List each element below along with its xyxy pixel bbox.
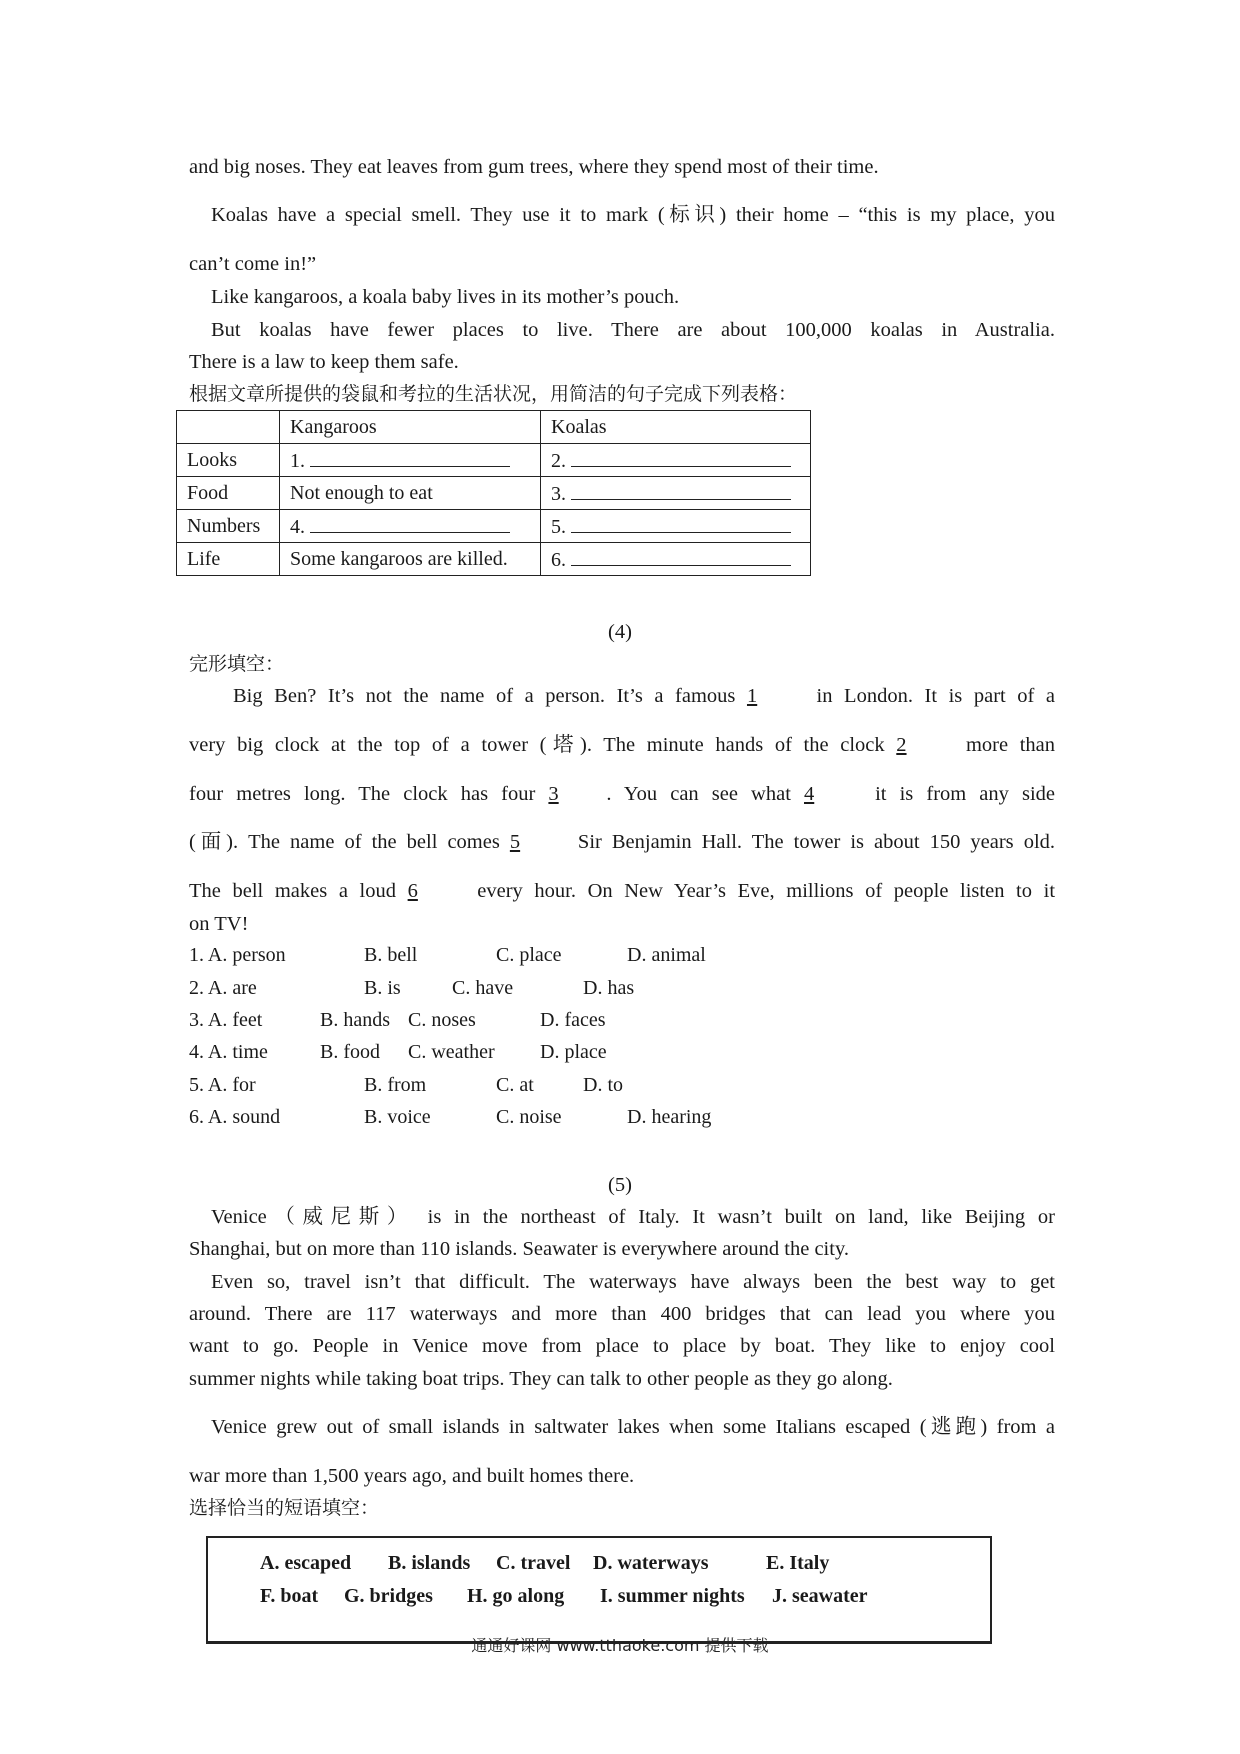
cloze-line: Big Ben? It’s not the name of a person. It’s a famous 1 in London. It is part of a (233, 685, 1056, 707)
cell-number: 6. (551, 548, 566, 571)
cloze-line: very big clock at the top of a tower (塔). The minute hands of the clock 2 more than (189, 734, 1056, 756)
table-row (177, 477, 811, 510)
phrase-option: B. islands (388, 1552, 471, 1574)
section-number: (4) (608, 621, 632, 643)
option-item[interactable]: 4. A. time (189, 1041, 268, 1063)
table-cell: Not enough to eat (280, 477, 541, 510)
answer-blank[interactable] (571, 448, 791, 467)
passage-line: and big noses. They eat leaves from gum trees, where they spend most of their time. (189, 156, 879, 178)
option-item[interactable]: C. noses (408, 1009, 476, 1031)
cloze-blank[interactable]: 2 (896, 734, 907, 756)
option-item[interactable]: B. bell (364, 944, 418, 966)
option-item[interactable]: D. animal (627, 944, 706, 966)
answer-blank[interactable] (310, 448, 510, 467)
row-label: Numbers (177, 510, 280, 543)
section-instruction: 选择恰当的短语填空： (189, 1497, 380, 1519)
passage-line: Shanghai, but on more than 110 islands. Seawater is everywhere around the city. (189, 1238, 849, 1260)
option-item[interactable]: 3. A. feet (189, 1009, 263, 1031)
row-label: Life (177, 543, 280, 576)
table-header-cell (177, 411, 280, 444)
phrase-option: G. bridges (344, 1585, 433, 1607)
option-item[interactable]: C. noise (496, 1106, 562, 1128)
answer-cell (541, 510, 811, 543)
option-item[interactable]: B. food (320, 1041, 380, 1063)
passage-line: want to go. People in Venice move from place to place by boat. They like to enjoy cool (189, 1335, 1055, 1357)
answer-blank[interactable] (571, 514, 791, 533)
phrase-option: F. boat (260, 1585, 319, 1607)
option-item[interactable]: C. place (496, 944, 562, 966)
option-item[interactable]: B. from (364, 1074, 427, 1096)
option-item[interactable]: D. faces (540, 1009, 606, 1031)
section-instruction: 完形填空： (189, 653, 285, 675)
cloze-line: on TV! (189, 913, 249, 935)
phrase-option: E. Italy (766, 1552, 830, 1574)
option-item[interactable]: 5. A. for (189, 1074, 256, 1096)
passage-line: But koalas have fewer places to live. There are about 100,000 koalas in Australia. (211, 319, 1055, 341)
option-item[interactable]: D. to (583, 1074, 623, 1096)
passage-line: Koalas have a special smell. They use it to mark (标识) their home – “this is my place, you (211, 204, 1055, 226)
answer-blank[interactable] (571, 481, 791, 500)
option-item[interactable]: C. have (452, 977, 514, 999)
cloze-blank[interactable]: 4 (804, 783, 815, 805)
passage-line: There is a law to keep them safe. (189, 351, 459, 373)
passage-line: Venice grew out of small islands in saltwater lakes when some Italians escaped (逃跑) from a (211, 1416, 1055, 1438)
cloze-blank[interactable]: 1 (746, 685, 758, 707)
passage-line: around. There are 117 waterways and more than 400 bridges that can lead you where you (189, 1303, 1055, 1325)
answer-cell (541, 477, 811, 510)
answer-cell (541, 444, 811, 477)
option-item[interactable]: B. hands (320, 1009, 390, 1031)
option-item[interactable]: D. hearing (627, 1106, 712, 1128)
passage-line: war more than 1,500 years ago, and built homes there. (189, 1465, 635, 1487)
passage-line: summer nights while taking boat trips. They can talk to other people as they go along. (189, 1368, 893, 1390)
phrase-option: A. escaped (260, 1552, 352, 1574)
phrase-option: I. summer nights (600, 1585, 745, 1607)
table-cell: Some kangaroos are killed. (280, 543, 541, 576)
passage-line: can’t come in!” (189, 253, 317, 275)
option-item[interactable]: D. place (540, 1041, 607, 1063)
phrase-option: J. seawater (772, 1585, 868, 1607)
phrase-option: D. waterways (593, 1552, 709, 1574)
comparison-table (176, 410, 811, 576)
row-label: Looks (177, 444, 280, 477)
option-item[interactable]: C. at (496, 1074, 534, 1096)
passage-line: Venice（威尼斯） is in the northeast of Italy. It wasn’t built on land, like Beijing or (211, 1206, 1055, 1228)
cell-number: 5. (551, 515, 566, 538)
table-header-cell: Koalas (541, 411, 811, 444)
cell-number: 1. (290, 449, 305, 472)
table-row (177, 543, 811, 576)
row-label: Food (177, 477, 280, 510)
option-item[interactable]: B. is (364, 977, 401, 999)
phrase-option: C. travel (496, 1552, 571, 1574)
cell-number: 4. (290, 515, 305, 538)
table-row (177, 444, 811, 477)
cloze-line: The bell makes a loud 6 every hour. On New Year’s Eve, millions of people listen to it (189, 880, 1056, 902)
cell-number: 3. (551, 482, 566, 505)
cloze-blank[interactable]: 5 (509, 831, 521, 853)
option-item[interactable]: D. has (583, 977, 635, 999)
table-row (177, 510, 811, 543)
option-item[interactable]: B. voice (364, 1106, 431, 1128)
answer-blank[interactable] (310, 514, 510, 533)
table-header-row (177, 411, 811, 444)
answer-blank[interactable] (571, 547, 791, 566)
cloze-line: (面). The name of the bell comes 5 Sir Benjamin Hall. The tower is about 150 years old. (189, 831, 1056, 853)
option-item[interactable]: 1. A. person (189, 944, 286, 966)
option-item[interactable]: 2. A. are (189, 977, 257, 999)
phrase-option: H. go along (467, 1585, 565, 1607)
answer-cell (280, 510, 541, 543)
cell-number: 2. (551, 449, 566, 472)
cloze-blank[interactable]: 3 (548, 783, 559, 805)
option-item[interactable]: 6. A. sound (189, 1106, 281, 1128)
option-item[interactable]: C. weather (408, 1041, 495, 1063)
answer-cell (280, 444, 541, 477)
footer-watermark: 通通好课网 www.tthaoke.com 提供下载 (471, 1636, 769, 1655)
table-header-cell: Kangaroos (280, 411, 541, 444)
cloze-blank[interactable]: 6 (407, 880, 418, 902)
table-instruction: 根据文章所提供的袋鼠和考拉的生活状况，用简洁的句子完成下列表格： (189, 383, 798, 405)
passage-line: Like kangaroos, a koala baby lives in its mother’s pouch. (211, 286, 680, 308)
answer-cell (541, 543, 811, 576)
section-number: (5) (608, 1174, 632, 1196)
passage-line: Even so, travel isn’t that difficult. The waterways have always been the best way to get (211, 1271, 1055, 1293)
cloze-line: four metres long. The clock has four 3 . You can see what 4 it is from any side (189, 783, 1056, 805)
